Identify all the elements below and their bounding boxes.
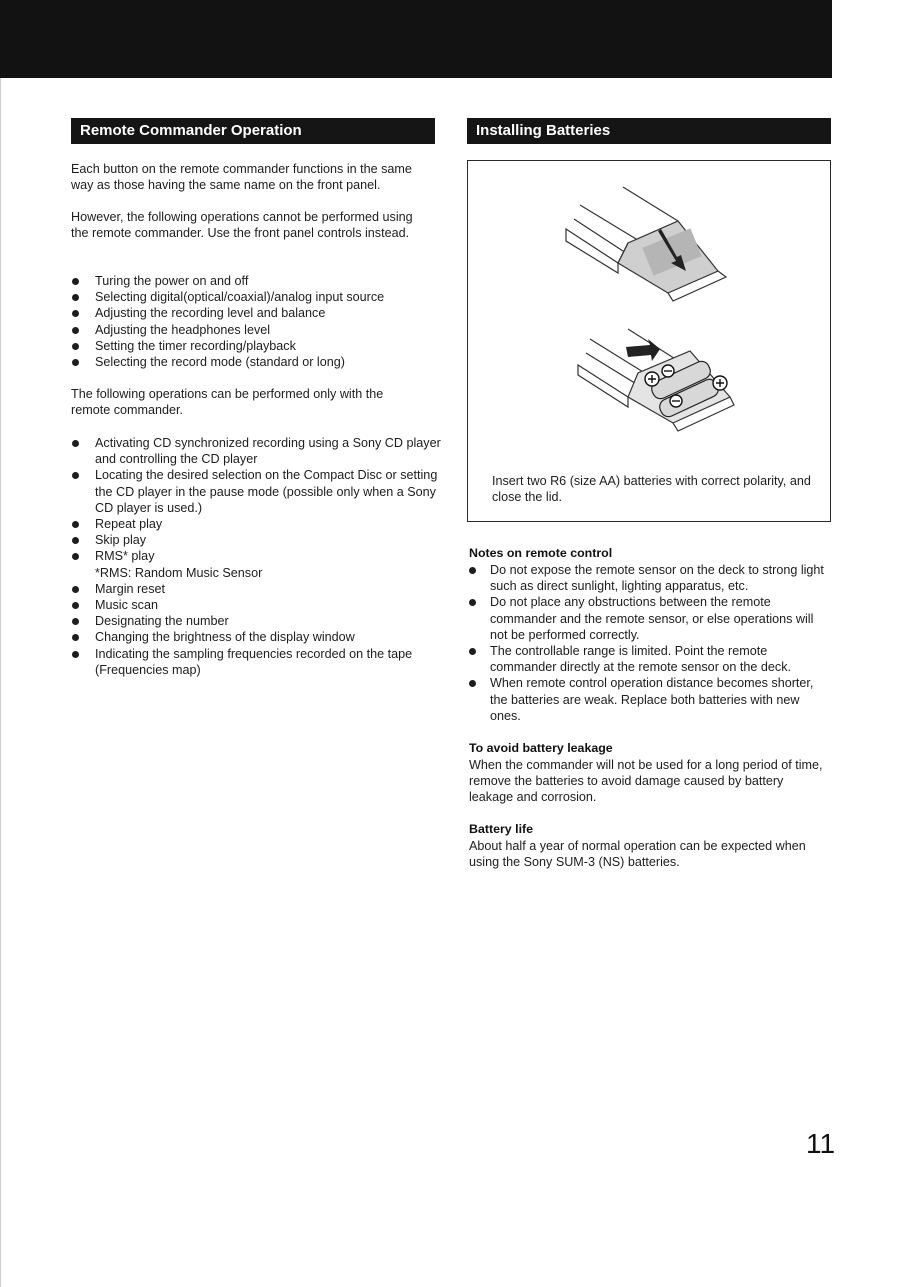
- battery-life-title: Battery life: [469, 822, 534, 836]
- list-item: Do not expose the remote sensor on the deck to strong light such as direct sunlight, lighting apparatus, etc.: [469, 562, 825, 594]
- list-item: Changing the brightness of the display window: [71, 629, 441, 645]
- remote-battery-illustration: [468, 161, 830, 461]
- list-item: Adjusting the headphones level: [71, 322, 441, 338]
- bullet-icon: [72, 327, 79, 334]
- figure-caption: Insert two R6 (size AA) batteries with correct polarity, and close the lid.: [492, 474, 811, 505]
- bullet-icon: [72, 359, 79, 366]
- remote-lid-illustration: [566, 187, 726, 301]
- list-item: Turing the power on and off: [71, 273, 441, 289]
- notes-title: Notes on remote control: [469, 546, 613, 560]
- list-item: Setting the timer recording/playback: [71, 338, 441, 354]
- top-banner: [0, 0, 832, 78]
- bullet-icon: [72, 634, 79, 641]
- bullet-icon: [72, 343, 79, 350]
- battery-installation-figure: [467, 160, 831, 522]
- bullet-icon: [72, 472, 79, 479]
- list-item: Indicating the sampling frequencies recorded on the tape (Frequencies map): [71, 646, 441, 678]
- list-item: Repeat play: [71, 516, 441, 532]
- leakage-text: When the commander will not be used for a long period of time, remove the batteries to avoid damage caused by battery leakage and corrosion.: [469, 758, 823, 805]
- list-item: Skip play: [71, 532, 441, 548]
- section-header-installing-batteries: Installing Batteries: [467, 118, 831, 144]
- remote-only-intro: The following operations can be performed only with the remote commander.: [71, 387, 384, 418]
- list-item: Selecting digital(optical/coaxial)/analog input source: [71, 289, 441, 305]
- bullet-icon: [72, 618, 79, 625]
- intro-paragraph-1: Each button on the remote commander functions in the same way as those having the same name on the front panel.: [71, 162, 412, 193]
- list-item: Locating the desired selection on the Compact Disc or setting the CD player in the pause mode (possible only when a Sony CD player is used.): [71, 467, 441, 516]
- list-item: Designating the number: [71, 613, 441, 629]
- list-item: Selecting the record mode (standard or long): [71, 354, 441, 370]
- bullet-icon: [72, 294, 79, 301]
- bullet-icon: [72, 310, 79, 317]
- list-item: Margin reset: [71, 581, 441, 597]
- section-header-remote-commander-operation: Remote Commander Operation: [71, 118, 435, 144]
- insert-arrow-icon: [626, 339, 660, 361]
- bullet-icon: [469, 567, 476, 574]
- list-item: The controllable range is limited. Point the remote commander directly at the remote sensor on the deck.: [469, 643, 825, 675]
- notes-list: [469, 562, 825, 724]
- battery-life-text: About half a year of normal operation can be expected when using the Sony SUM-3 (NS) batteries.: [469, 839, 806, 870]
- bullet-icon: [469, 599, 476, 606]
- front-panel-only-list: [71, 273, 441, 370]
- list-item: RMS* play *RMS: Random Music Sensor: [71, 548, 441, 580]
- list-item: Music scan: [71, 597, 441, 613]
- list-item: Activating CD synchronized recording using a Sony CD player and controlling the CD player: [71, 435, 441, 467]
- intro-paragraph-2: However, the following operations cannot be performed using the remote commander. Use the front panel controls instead.: [71, 210, 413, 241]
- bullet-icon: [72, 537, 79, 544]
- list-item: When remote control operation distance becomes shorter, the batteries are weak. Replace both batteries with new ones.: [469, 675, 825, 724]
- page-edge: [0, 78, 1, 1287]
- footnote-rms: *RMS: Random Music Sensor: [95, 565, 263, 580]
- bullet-icon: [72, 586, 79, 593]
- bullet-icon: [72, 651, 79, 658]
- bullet-icon: [469, 680, 476, 687]
- bullet-icon: [72, 278, 79, 285]
- list-item: Adjusting the recording level and balance: [71, 305, 441, 321]
- remote-only-list: [71, 435, 441, 678]
- page-number: 11: [806, 1128, 836, 1159]
- list-item: Do not place any obstructions between the remote commander and the remote sensor, or else operations will not be performed correctly.: [469, 594, 825, 643]
- bullet-icon: [469, 648, 476, 655]
- bullet-icon: [72, 521, 79, 528]
- leakage-title: To avoid battery leakage: [469, 741, 613, 755]
- bullet-icon: [72, 440, 79, 447]
- bullet-icon: [72, 602, 79, 609]
- bullet-icon: [72, 553, 79, 560]
